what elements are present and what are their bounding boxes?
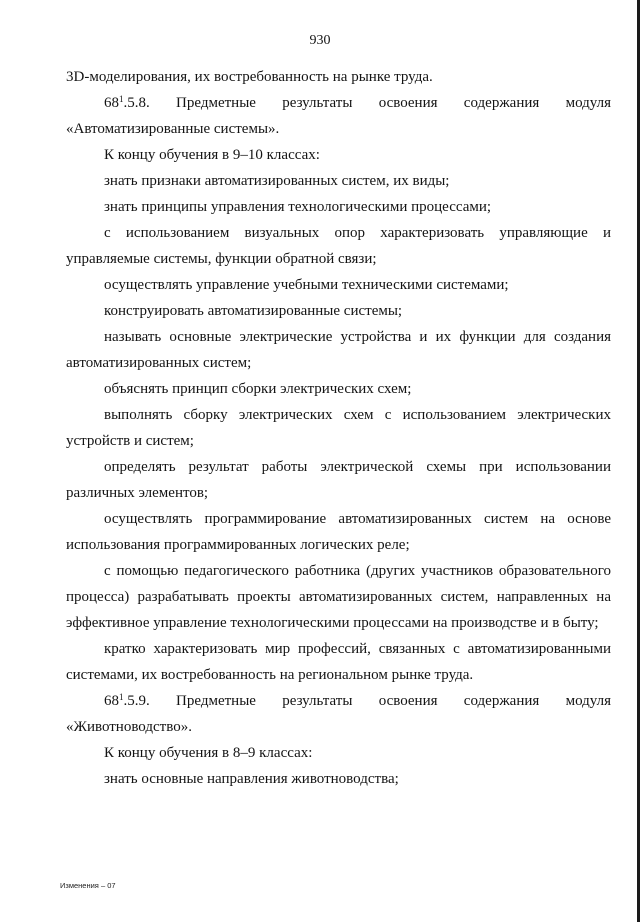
section-heading-5-8	[66, 90, 611, 142]
list-item: знать признаки автоматизированных систем, их виды;	[104, 173, 450, 189]
list-item: осуществлять управление учебными техническими системами;	[104, 277, 509, 293]
list-item: с помощью педагогического работника (других участников образовательного процесса) разрабатывать проекты автоматизированных систем, направленных на эффективное управление технологическими процессами на производстве и в быту;	[66, 563, 611, 631]
document-body	[66, 64, 611, 792]
section-superscript: 1	[119, 692, 124, 702]
list-item: кратко характеризовать мир профессий, связанных с автоматизированными системами, их востребованность на региональном рынке труда.	[66, 641, 611, 683]
section-heading-5-9	[66, 688, 611, 740]
list-item: осуществлять программирование автоматизированных систем на основе использования программированных логических реле;	[66, 511, 611, 553]
grade-intro: К концу обучения в 8–9 классах:	[104, 745, 313, 761]
list-item: знать принципы управления технологическими процессами;	[104, 199, 492, 215]
grade-intro: К концу обучения в 9–10 классах:	[104, 147, 320, 163]
list-item: называть основные электрические устройства и их функции для создания автоматизированных систем;	[66, 329, 611, 371]
list-item: знать основные направления животноводства;	[104, 771, 399, 787]
page-number: 930	[309, 33, 331, 48]
section-title: .5.9. Предметные результаты освоения содержания модуля «Животноводство».	[66, 693, 611, 735]
list-item: определять результат работы электрической схемы при использовании различных элементов;	[66, 459, 611, 501]
paragraph-continuation: 3D-моделирования, их востребованность на рынке труда.	[66, 69, 433, 85]
section-number: 68	[104, 95, 119, 111]
section-superscript: 1	[119, 94, 124, 104]
list-item: выполнять сборку электрических схем с использованием электрических устройств и систем;	[66, 407, 611, 449]
section-title: .5.8. Предметные результаты освоения содержания модуля «Автоматизированные системы».	[66, 95, 611, 137]
list-item: объяснять принцип сборки электрических схем;	[104, 381, 412, 397]
list-item: конструировать автоматизированные системы;	[104, 303, 403, 319]
list-item: с использованием визуальных опор характеризовать управляющие и управляемые системы, функции обратной связи;	[66, 225, 611, 267]
section-number: 68	[104, 693, 119, 709]
footer-revision: Изменения – 07	[60, 881, 116, 890]
